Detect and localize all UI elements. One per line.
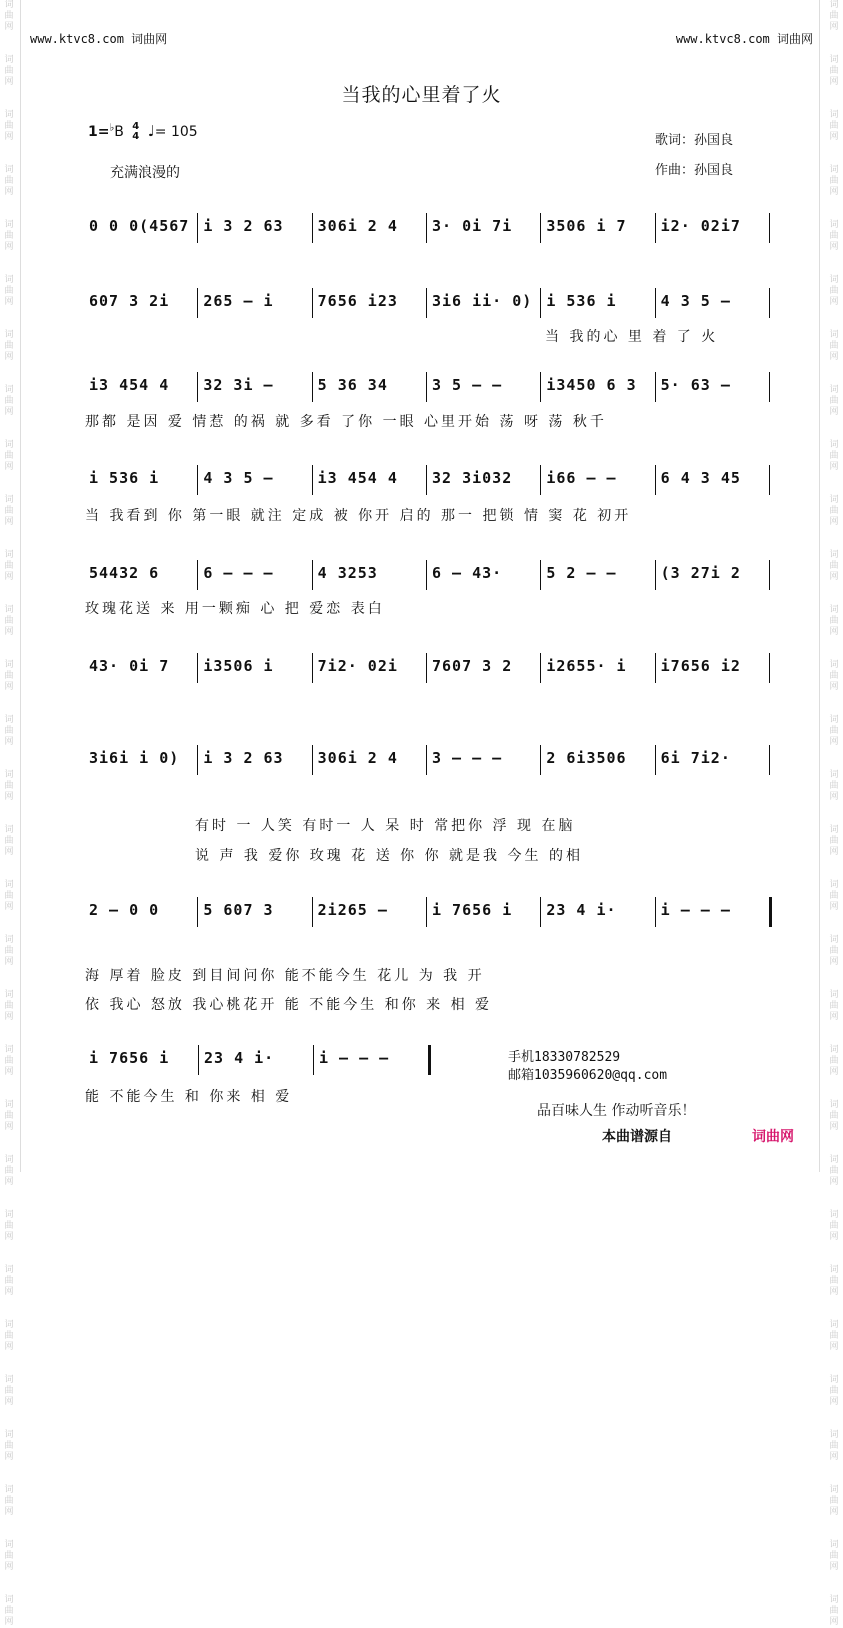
song-title: 当我的心里着了火 [341,84,502,106]
bar-line [197,653,198,683]
measure: i3506 i [203,657,274,675]
measure: 3 – – – [432,749,503,767]
bar-line [426,465,427,495]
measure: 7i2· 02i [317,657,398,675]
lyric-line: 能 不能今生 和 你来 相 爱 [85,1089,293,1105]
source-label: 本曲谱源自 [602,1129,672,1145]
measure: 6 – 43· [432,564,503,582]
bar-line [655,897,656,927]
bar-line [540,288,541,318]
measure: 6i 7i2· [660,749,731,767]
measure: i7656 i2 [660,657,741,675]
bar-line [655,288,656,318]
bar-line [769,213,770,243]
measure: 3506 i 7 [546,217,627,235]
bar-line [655,560,656,590]
measure: i3 454 4 [89,376,170,394]
bar-line [769,653,770,683]
bar-line [426,653,427,683]
bar-line [312,560,313,590]
bar-line [540,560,541,590]
lyric-line: 有时 一 人笑 有时一 人 呆 时 常把你 浮 现 在脑 [195,818,576,834]
bar-line [197,897,198,927]
lyric-line: 玫瑰花送 来 用一颗痴 心 把 爱恋 表白 [85,601,385,617]
bar-line [655,465,656,495]
lyric-line: 当 我看到 你 第一眼 就注 定成 被 你开 启的 那一 把锁 情 窦 花 初开 [85,508,632,524]
bar-line [312,288,313,318]
bar-line [540,653,541,683]
slogan: 品百味人生 作动听音乐！ [537,1103,696,1119]
mood-marking: 充满浪漫的 [110,165,180,181]
bar-line [655,372,656,402]
bar-line [655,745,656,775]
tempo: = 105 [154,124,198,140]
staff-row [85,288,771,318]
measure: 4 3253 [317,564,378,582]
contact-email: 邮箱1035960620@qq.com [508,1068,668,1083]
lyric-line: 依 我心 怒放 我心桃花开 能 不能今生 和你 来 相 爱 [85,997,493,1013]
bar-line [540,372,541,402]
key-tone: B [114,124,124,140]
measure: 3i6 ii· 0) [432,292,533,310]
measure: i2· 02i7 [660,217,741,235]
bar-line [769,465,770,495]
bar-line [312,897,313,927]
bar-line [769,372,770,402]
bar-line [426,745,427,775]
measure: i2655· i [546,657,627,675]
lyric-line: 当 我的心 里 着 了 火 [545,329,719,345]
key-do: 1= [88,124,110,140]
measure: i 536 i [546,292,617,310]
bar-line [769,745,770,775]
key-flat: ♭ [109,122,115,134]
staff-row [85,372,771,402]
measure: 2 6i3506 [546,749,627,767]
bar-line [197,372,198,402]
measure: 5· 63 – [660,376,731,394]
measure: 3i6i i 0) [89,749,180,767]
measure: 32 3i – [203,376,274,394]
measure: i 536 i [89,469,160,487]
measure: i – – – [319,1049,390,1067]
measure: 265 – i [203,292,274,310]
bar-line [540,897,541,927]
time-signature: 4 4 [132,121,140,142]
measure: 306i 2 4 [317,749,398,767]
contact-info [508,1049,667,1085]
bar-line [313,1045,314,1075]
bar-line [197,745,198,775]
measure: 23 4 i· [204,1049,275,1067]
credits [655,126,733,186]
measure: 0 0 0(4567 [89,217,190,235]
bar-line [198,1045,199,1075]
bar-line [769,560,770,590]
measure: 6 – – – [203,564,274,582]
measure: 43· 0i 7 [89,657,170,675]
bar-line [426,897,427,927]
measure: 7607 3 2 [432,657,513,675]
bar-line [655,653,656,683]
measure: i 3 2 63 [203,217,284,235]
measure: 4 3 5 – [660,292,731,310]
source-site-logo: 词曲网 [752,1129,794,1145]
bar-line [540,213,541,243]
bar-line [428,1045,431,1075]
bar-line [769,897,772,927]
measure: 5 36 34 [317,376,388,394]
bar-line [197,288,198,318]
measure: i 7656 i [89,1049,170,1067]
bar-line [426,560,427,590]
lyricist: 歌词：孙国良 [655,133,734,148]
lyric-line: 海 厚着 脸皮 到目间问你 能不能今生 花儿 为 我 开 [85,968,485,984]
header-right-site: www.ktvc8.com 词曲网 [675,32,813,46]
bar-line [312,372,313,402]
measure: 3· 0i 7i [432,217,513,235]
watermark-left: 词 曲 网 词 曲 网 词 曲 网 词 曲 网 词 曲 网 词 曲 网 词 曲 网 词 曲 网 词 曲 网 词 曲 网 词 曲 网 词 曲 网 词 曲 网 词 曲 网 词 曲 网 词 曲 网 词 曲 网 词 曲 网 词 曲 网 词 曲 网 词 曲 网 词 曲 网 词 曲 网 词 曲 网 词 曲 网 词 曲 网 词 曲 网 词 曲 网 词 曲 网 词 曲 网 [4,0,14,1627]
bar-line [655,213,656,243]
bar-line [426,213,427,243]
lyric-line: 说 声 我 爱你 玫瑰 花 送 你 你 就是我 今生 的相 [195,848,583,864]
quarter-note-icon: ♩ [147,122,155,140]
staff-row [85,465,771,495]
bar-line [197,213,198,243]
bar-line [540,745,541,775]
measure: i 3 2 63 [203,749,284,767]
bar-line [312,745,313,775]
measure: 5 2 – – [546,564,617,582]
watermark-right: 词 曲 网 词 曲 网 词 曲 网 词 曲 网 词 曲 网 词 曲 网 词 曲 网 词 曲 网 词 曲 网 词 曲 网 词 曲 网 词 曲 网 词 曲 网 词 曲 网 词 曲 网 词 曲 网 词 曲 网 词 曲 网 词 曲 网 词 曲 网 词 曲 网 词 曲 网 词 曲 网 词 曲 网 词 曲 网 词 曲 网 词 曲 网 词 曲 网 词 曲 网 词 曲 网 [829,0,839,1627]
measure: i66 – – [546,469,617,487]
staff-row [85,213,771,243]
measure: 7656 i23 [317,292,398,310]
measure: 6 4 3 45 [660,469,741,487]
bar-line [197,560,198,590]
staff-row [85,1045,771,1075]
bar-line [312,465,313,495]
lyric-line: 那都 是因 爱 情惹 的祸 就 多看 了你 一眼 心里开始 荡 呀 荡 秋千 [85,414,607,430]
staff-row [85,653,771,683]
measure: 23 4 i· [546,901,617,919]
measure: 4 3 5 – [203,469,274,487]
measure: i3450 6 3 [546,376,637,394]
measure: i 7656 i [432,901,513,919]
staff-row [85,897,771,927]
composer: 作曲：孙国良 [655,163,734,178]
staff-row [85,560,771,590]
measure: 2 – 0 0 [89,901,160,919]
measure: (3 27i 2 [660,564,741,582]
bar-line [540,465,541,495]
measure: 2i265 – [317,901,388,919]
bar-line [769,288,770,318]
measure: 54432 6 [89,564,160,582]
bar-line [312,653,313,683]
staff-row [85,745,771,775]
measure: 5 607 3 [203,901,274,919]
measure: 3 5 – – [432,376,503,394]
measure: i – – – [660,901,731,919]
bar-line [197,465,198,495]
key-signature [88,122,198,142]
bar-line [312,213,313,243]
contact-phone: 手机18330782529 [508,1050,621,1065]
measure: 607 3 2i [89,292,170,310]
measure: 306i 2 4 [317,217,398,235]
header-left-site: www.ktvc8.com 词曲网 [30,32,168,46]
measure: i3 454 4 [317,469,398,487]
bar-line [426,288,427,318]
measure: 32 3i032 [432,469,513,487]
bar-line [426,372,427,402]
